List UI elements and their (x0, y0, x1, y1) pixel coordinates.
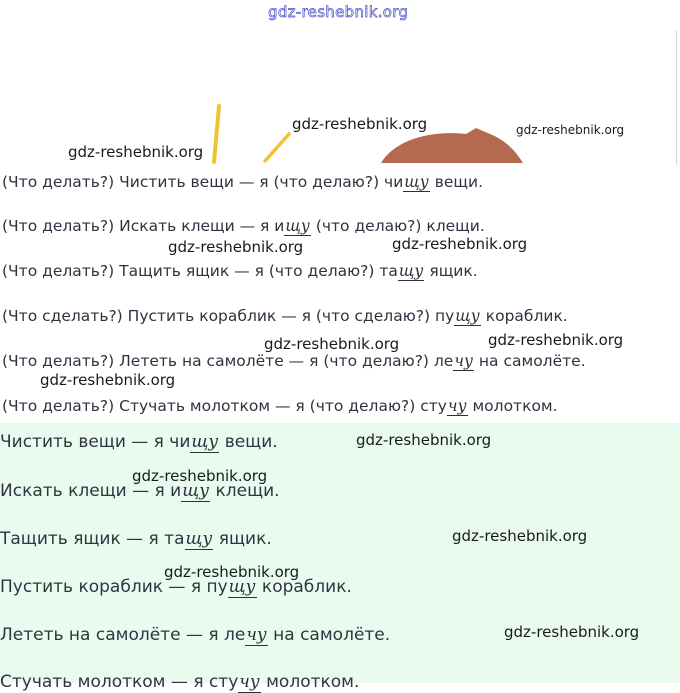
watermark: gdz-reshebnik.org (168, 238, 304, 256)
watermark: gdz-reshebnik.org (392, 235, 528, 253)
pencil-illustration (0, 0, 680, 165)
sentence-4: (Что сделать?) Пустить кораблик — я (что сделаю?) пущу кораблик. (2, 307, 568, 325)
sentence-6: (Что делать?) Стучать молотком — я (что делаю?) стучу молотком. (2, 397, 558, 415)
sentence-2: (Что делать?) Искать клещи — я ищу (что делаю?) клещи. (2, 217, 485, 235)
answer-1: Чистить вещи — я чищу вещи. (0, 432, 278, 452)
watermark: gdz-reshebnik.org (264, 335, 400, 353)
watermark: gdz-reshebnik.org (40, 371, 176, 389)
watermark: gdz-reshebnik.org (504, 623, 640, 641)
page-edge (676, 30, 677, 165)
sentence-3: (Что делать?) Тащить ящик — я (что делаю?) тащу ящик. (2, 262, 478, 280)
leaf-illustration (381, 128, 523, 163)
answer-6: Стучать молотком — я стучу молотком. (0, 672, 360, 692)
answer-5: Лететь на самолёте — я лечу на самолёте. (0, 625, 391, 645)
answer-4: Пустить кораблик — я пущу кораблик. (0, 577, 352, 597)
answer-3: Тащить ящик — я тащу ящик. (0, 529, 272, 549)
watermark: gdz-reshebnik.org (132, 467, 268, 485)
watermark: gdz-reshebnik.org (164, 563, 300, 581)
answer-2: Искать клещи — я ищу клещи. (0, 481, 280, 501)
top-watermark: gdz-reshebnik.org (268, 3, 409, 21)
watermark: gdz-reshebnik.org (292, 115, 428, 133)
watermark: gdz-reshebnik.org (68, 143, 204, 161)
sentence-1: (Что делать?) Чистить вещи — я (что делаю?) чищу вещи. (2, 173, 484, 191)
watermark: gdz-reshebnik.org (452, 527, 588, 545)
sentence-5: (Что делать?) Лететь на самолёте — я (что делаю?) лечу на самолёте. (2, 352, 586, 370)
watermark: gdz-reshebnik.org (516, 123, 625, 137)
watermark: gdz-reshebnik.org (356, 431, 492, 449)
watermark: gdz-reshebnik.org (488, 331, 624, 349)
